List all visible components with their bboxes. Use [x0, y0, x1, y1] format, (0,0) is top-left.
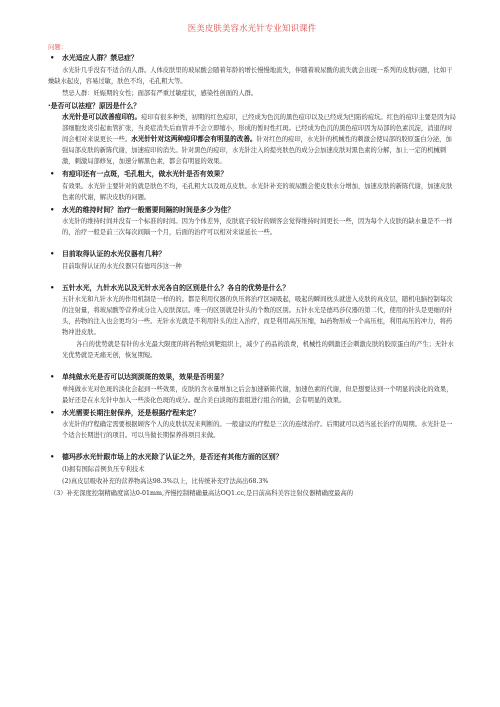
spacer: [48, 442, 456, 450]
question-text: 水光的维持时间？治疗一般需要间隔的时间是多少为佳？: [62, 205, 235, 214]
answer-paragraph: 各自的优势就是有针的水光最大限度的将药物给到靶组织上，减少了药品的浪费，机械性的刺激还会刺激皮肤的胶原蛋白的产生；无针水光优势就是无痛无创，恢复期短。: [62, 341, 454, 359]
answer-text: 针对红色的痘印，水光针的机械性的刺激会使局部的胶原蛋白分泌，加强局部皮肤的新陈代谢，加速痘印的消失。针对黑色的痘印，水光针注入的提亮肤色的成分会加速皮肤对黑色素的分解，加上一定的机械刺激，刺激局部修复，加速分解黑色素，都会有明显的效果。: [62, 136, 452, 165]
question-text: 五针水光，九针水光以及无针水光各自的区别是什么？各自的优势是什么？: [62, 283, 290, 292]
question-7: [48, 373, 456, 383]
question-text: 有痘印还有一点斑，毛孔粗大，做水光针是否有效果？: [62, 170, 228, 178]
answer-paragraph: 水光针的维持时间并没有一个标准的时间。因为个体差异，皮肤底子较好的顾客会觉得维持时间更长一些，因为每个人皮肤的缺水量是不一样的，治疗一般是前三次每次间隔一个月，后面的治疗可以相对来说延长一些。: [62, 218, 453, 236]
bullet-icon: •: [50, 453, 55, 461]
intro-label: 问题：: [48, 43, 68, 51]
question-text: 水光需要长期注射保养，还是根据疗程来定？: [62, 408, 200, 417]
answer-paragraph: 单纯做水光对色斑的淡化会起到一些效果，皮肤的含水量增加之后会加速新陈代谢，加速色素的代谢，但是想要达到一个明显的淡化的效果，最好还是在水光针中加入一些淡化色斑的成分。配合美白淡斑的套组进行组合的做，会有明显的效果。: [62, 385, 453, 404]
answer-paragraph: 有效果。水光针主要针对的就是肤色不均，毛孔粗大以及斑点皮肤。水光针补充的玻尿酸会使皮肤水分增加，加速皮肤的新陈代谢，加速皮肤色素的代谢，解决皮肤的问题。: [62, 182, 453, 201]
answer-bold: 水光针针对这两种痘印都会有明显的改善。: [131, 135, 257, 143]
question-text: 水光适应人群？禁忌症？: [62, 54, 138, 62]
question-8: [48, 409, 456, 419]
document-title: 医美皮肤美容水光针专业知识课件: [187, 23, 317, 33]
question-2: [48, 102, 456, 112]
question-5: [48, 250, 456, 260]
question-6: [48, 284, 456, 294]
question-3: [48, 170, 456, 180]
question-1: [48, 54, 456, 64]
answer-paragraph: 五针水光和九针水光的作用机制是一样的的。都是利用仪器的负压将治疗区域吸起，吸起的瞬间枕头就进入皮肤的真皮层，随机电脑控制每次的注射量，将玻尿酸等营养成分注入皮肤深层。唯一的区别就是针头的个数的区别。五针水光是德玛莎仪器的第二代，使用的针头是更细的针头，药物的注入也会更均匀一些。无针水光就是不利用针头的注入治疗，而是利用高压压缩，hi药物形成一个高压柱，利用高压的冲力，将药物冲进皮肤。: [62, 296, 453, 336]
question-4: [48, 206, 456, 216]
answer-bold: 水光针是可以改善痘印的。: [62, 113, 142, 121]
bullet-icon: •: [50, 54, 55, 62]
spacer: [48, 362, 456, 370]
answer-paragraph: 目前取得认证的水光仪器只有德玛莎这一种: [62, 262, 182, 270]
question-text: 单纯做水光是否可以达到淡斑的效果，效果是否明显？: [62, 373, 228, 381]
question-text: 德玛莎水光针跟市场上的水光除了认证之外，是否还有其他方面的区别？: [62, 453, 283, 461]
question-text: 目前取得认证的水光仪器有几种？: [62, 250, 166, 258]
answer-item: （3）补充深度控制精确度富达0-01mm,齐慢控制精确量高达OQ1.cc,是目前高科美容注射仪器精确度最高的: [50, 489, 354, 497]
bullet-icon: •: [50, 170, 55, 178]
answer-paragraph: 水光针几乎没有不适合的人群。人体皮肤里的玻尿酸会随着年龄的增长慢慢地流失，伴随着玻尿酸的流失就会出现一系列的皮肤问题，比如干燥缺水起皮，容易过敏，肤色不均，毛孔粗大等。: [48, 66, 453, 85]
answer-text: 痘印有很多种类，初期的红色痘印，已经成为色沉的黑色痘印以及已经成为凹陷的痘坑。红色的痘印主要是因为局部细胞发炎引起血管扩张，当炎症消失后血管并不会立即缩小，形成的暂时性红斑。已经成为色沉的黑色痘印因为局部的色素沉淀，消退的时间会相对来说更长一些。: [62, 114, 456, 143]
answer-paragraph: 禁忌人群：妊娠期的女性；面部有严重过敏症状，感染性创面的人群。: [62, 89, 258, 97]
answer-paragraph: [48, 112, 456, 167]
bullet-icon: •: [50, 250, 55, 258]
answer-item: (l)拥有国际首例负压专利技术: [62, 465, 145, 473]
bullet-icon: •: [50, 205, 55, 214]
answer-item: (2)真皮层吸收补充的营养物高达98.3%以上，比传统补充疗法高出68.3%: [62, 477, 269, 485]
spacer: [48, 239, 456, 247]
answer-paragraph: 水光针的疗程确定需要根据顾客个人的皮肤状况来判断的。一般建议的疗程是三次的连续治疗。后期就可以适当延长治疗的周期。水光针是一个适合长期进行的项目。可以当做长期保养得项目来做。: [62, 421, 453, 439]
bullet-icon: •: [50, 408, 55, 417]
bullet-icon: •: [50, 373, 55, 381]
bullet-icon: •: [50, 283, 55, 292]
spacer: [48, 273, 456, 281]
question-9: [48, 453, 456, 463]
question-text: ·是否可以祛痘？原因是什么？: [48, 101, 141, 110]
